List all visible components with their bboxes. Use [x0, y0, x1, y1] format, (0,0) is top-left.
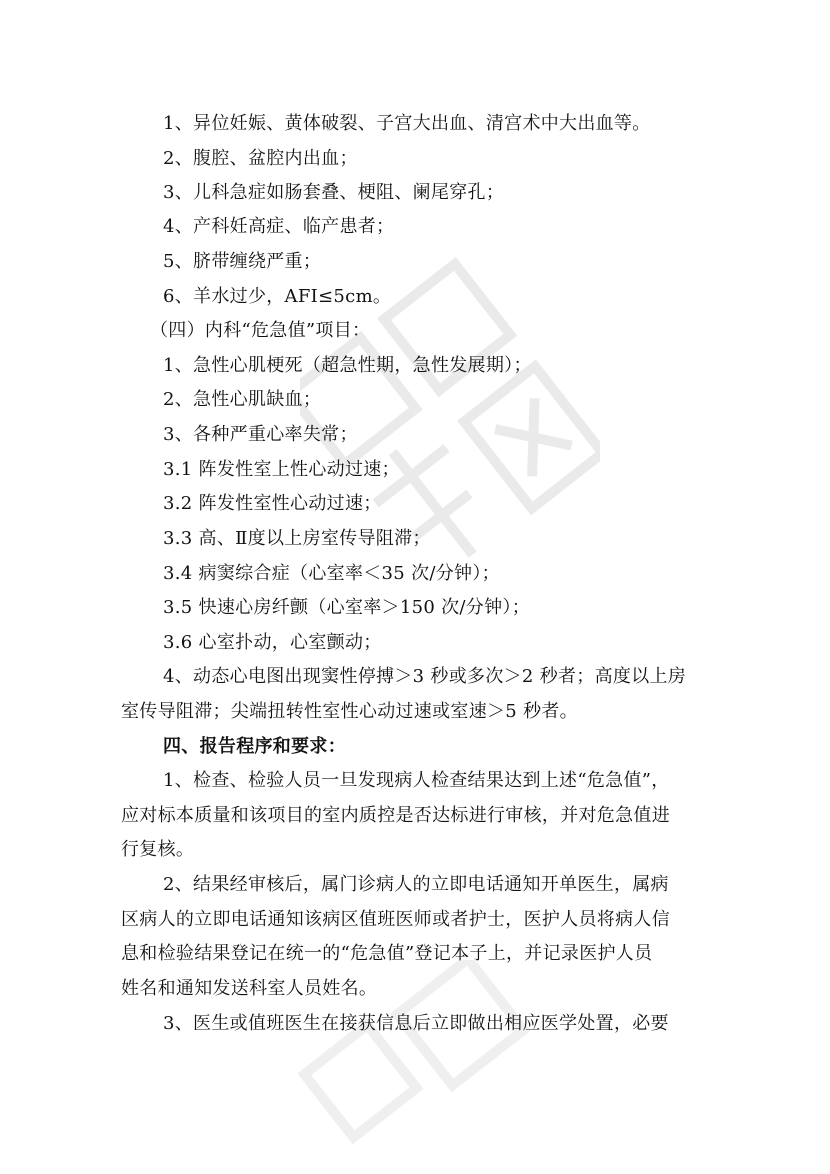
- text-line-18: 室传导阻滞；尖端扭转性室性心动过速或室速＞5 秒者。: [121, 701, 578, 722]
- text-line-3: 3、儿科急症如肠套叠、梗阻、阑尾穿孔；: [163, 182, 505, 203]
- text-line-2: 2、腹腔、盆腔内出血；: [163, 148, 358, 169]
- text-line-16: 3.6 心室扑动，心室颤动；: [163, 632, 382, 653]
- text-line-12: 3.2 阵发性室性心动过速；: [163, 493, 382, 514]
- text-line-1: 1、异位妊娠、黄体破裂、子宫大出血、清宫术中大出血等。: [163, 113, 651, 134]
- text-line-27: 3、医生或值班医生在接获信息后立即做出相应医学处置，必要: [163, 1013, 669, 1034]
- text-line-10: 3、各种严重心率失常；: [163, 424, 358, 445]
- text-line-14: 3.4 病窦综合症（心室率＜35 次/分钟）；: [163, 563, 500, 584]
- text-line-24: 区病人的立即电话通知该病区值班医师或者护士，医护人员将病人信: [121, 909, 670, 930]
- text-line-21: 应对标本质量和该项目的室内质控是否达标进行审核，并对危急值进: [121, 805, 670, 826]
- text-line-26: 姓名和通知发送科室人员姓名。: [121, 978, 378, 999]
- text-line-17: 4、动态心电图出现窦性停搏＞3 秒或多次＞2 秒者；高度以上房: [163, 666, 687, 687]
- section-heading-internal: （四）内科“危急值”项目：: [150, 320, 371, 341]
- text-line-13: 3.3 高、Ⅱ度以上房室传导阻滞；: [163, 528, 431, 549]
- text-line-15: 3.5 快速心房纤颤（心室率＞150 次/分钟）；: [163, 597, 530, 618]
- text-line-22: 行复核。: [121, 839, 195, 860]
- text-line-6: 6、羊水过少，AFI≤5cm。: [163, 286, 392, 307]
- text-line-8: 1、急性心肌梗死（超急性期，急性发展期）；: [163, 355, 532, 376]
- text-line-23: 2、结果经审核后，属门诊病人的立即电话通知开单医生，属病: [163, 874, 669, 895]
- text-line-9: 2、急性心肌缺血；: [163, 389, 322, 410]
- text-line-11: 3.1 阵发性室上性心动过速；: [163, 459, 400, 480]
- text-line-5: 5、脐带缠绕严重；: [163, 251, 322, 272]
- text-line-4: 4、产科妊高症、临产患者；: [163, 216, 395, 237]
- text-line-25: 息和检验结果登记在统一的“危急值”登记本子上，并记录医护人员: [121, 943, 653, 964]
- section-heading-report: 四、报告程序和要求：: [163, 736, 346, 757]
- text-line-20: 1、检查、检验人员一旦发现病人检查结果达到上述“危急值”，: [163, 770, 670, 791]
